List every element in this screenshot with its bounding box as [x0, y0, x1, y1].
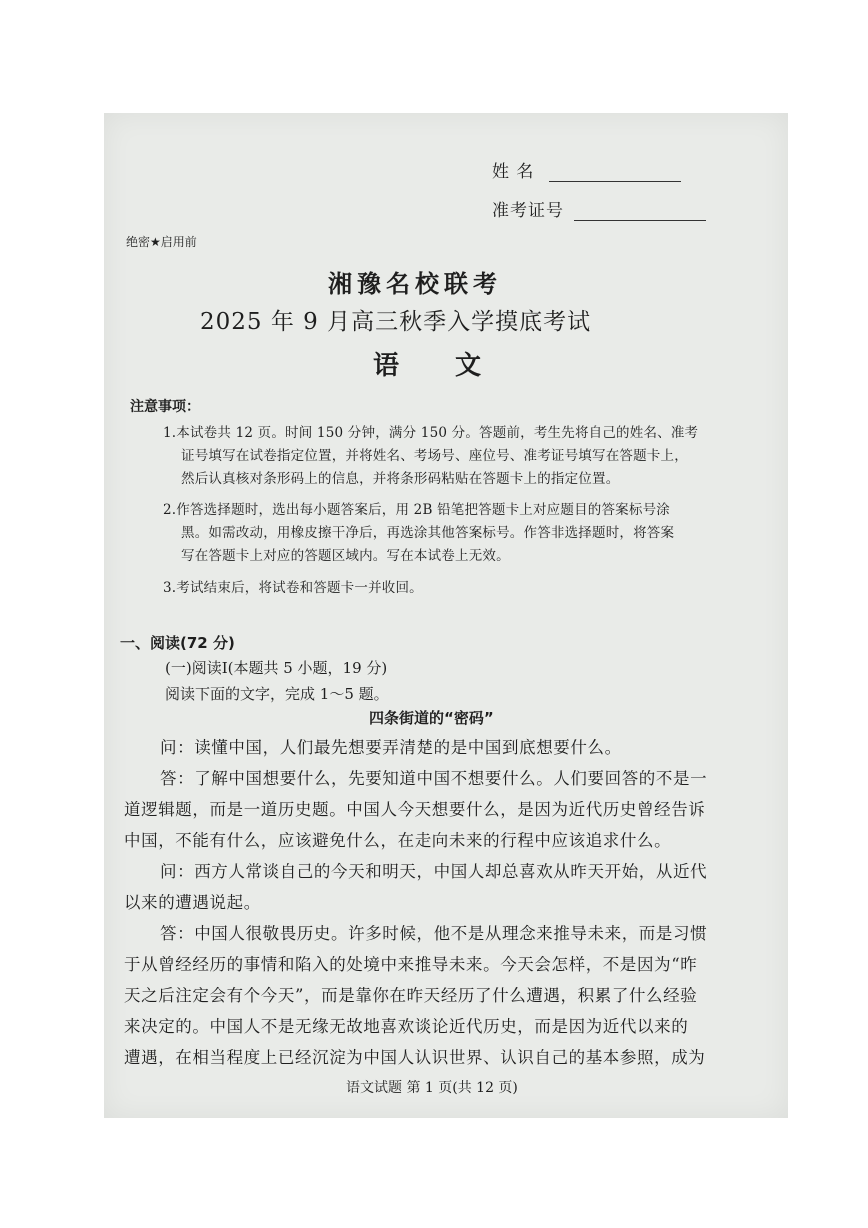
notice-line: 2.作答选择题时，选出每小题答案后，用 2B 铅笔把答题卡上对应题目的答案标号涂	[163, 502, 670, 518]
notice-line: 3.考试结束后，将试卷和答题卡一并收回。	[163, 580, 423, 596]
notice-heading: 注意事项：	[130, 399, 200, 415]
name-label: 姓 名	[492, 162, 535, 182]
instruction: 阅读下面的文字，完成 1～5 题。	[165, 685, 389, 703]
ticket-label: 准考证号	[492, 201, 564, 221]
subject-char-2: 文	[455, 351, 482, 381]
subject-title	[373, 345, 481, 382]
notice-line: 然后认真核对条形码上的信息，并将条形码粘贴在答题卡上的指定位置。	[181, 471, 620, 487]
article-line: 来决定的。中国人不是无缘无故地喜欢谈论近代历史，而是因为近代以来的	[124, 1017, 689, 1036]
name-field	[492, 157, 681, 182]
article-line: 中国，不能有什么，应该避免什么，在走向未来的行程中应该追求什么。	[124, 831, 672, 850]
article-line: 答：了解中国想要什么，先要知道中国不想要什么。人们要回答的不是一	[160, 769, 708, 788]
subsection-heading: (一)阅读Ⅰ(本题共 5 小题，19 分)	[165, 659, 388, 677]
ticket-field	[492, 196, 706, 221]
exam-name-title: 2025 年 9 月高三秋季入学摸底考试	[200, 309, 592, 335]
name-blank	[549, 165, 681, 182]
article-line: 于从曾经经历的事情和陷入的处境中来推导未来。今天会怎样，不是因为“昨	[124, 955, 698, 974]
notice-line: 黑。如需改动，用橡皮擦干净后，再选涂其他答案标号。作答非选择题时，将答案	[181, 525, 675, 541]
article-line: 问：读懂中国，人们最先想要弄清楚的是中国到底想要什么。	[160, 738, 622, 757]
notice-line: 1.本试卷共 12 页。时间 150 分钟，满分 150 分。答题前，考生先将自己的姓名、准考	[163, 425, 699, 441]
article-line: 问：西方人常谈自己的今天和明天，中国人却总喜欢从昨天开始，从近代	[160, 862, 708, 881]
exam-org-title: 湘豫名校联考	[328, 270, 502, 298]
article-title: 四条街道的“密码”	[369, 709, 494, 727]
article-line: 以来的遭遇说起。	[124, 893, 261, 912]
ticket-blank	[574, 204, 706, 221]
article-line: 天之后注定会有个今天”，而是靠你在昨天经历了什么遭遇，积累了什么经验	[124, 986, 698, 1005]
article-line: 答：中国人很敬畏历史。许多时候，他不是从理念来推导未来，而是习惯	[160, 924, 708, 943]
section-heading: 一、阅读(72 分)	[120, 634, 235, 652]
subject-char-1: 语	[373, 351, 400, 381]
article-line: 道逻辑题，而是一道历史题。中国人今天想要什么，是因为近代历史曾经告诉	[124, 800, 706, 819]
secret-label: 绝密★启用前	[126, 235, 197, 249]
article-line: 遭遇，在相当程度上已经沉淀为中国人认识世界、认识自己的基本参照，成为	[124, 1048, 706, 1067]
notice-line: 写在答题卡上对应的答题区域内。写在本试卷上无效。	[181, 548, 510, 564]
page-footer: 语文试题 第 1 页(共 12 页)	[346, 1080, 518, 1096]
notice-line: 证号填写在试卷指定位置，并将姓名、考场号、座位号、准考证号填写在答题卡上，	[181, 448, 688, 464]
